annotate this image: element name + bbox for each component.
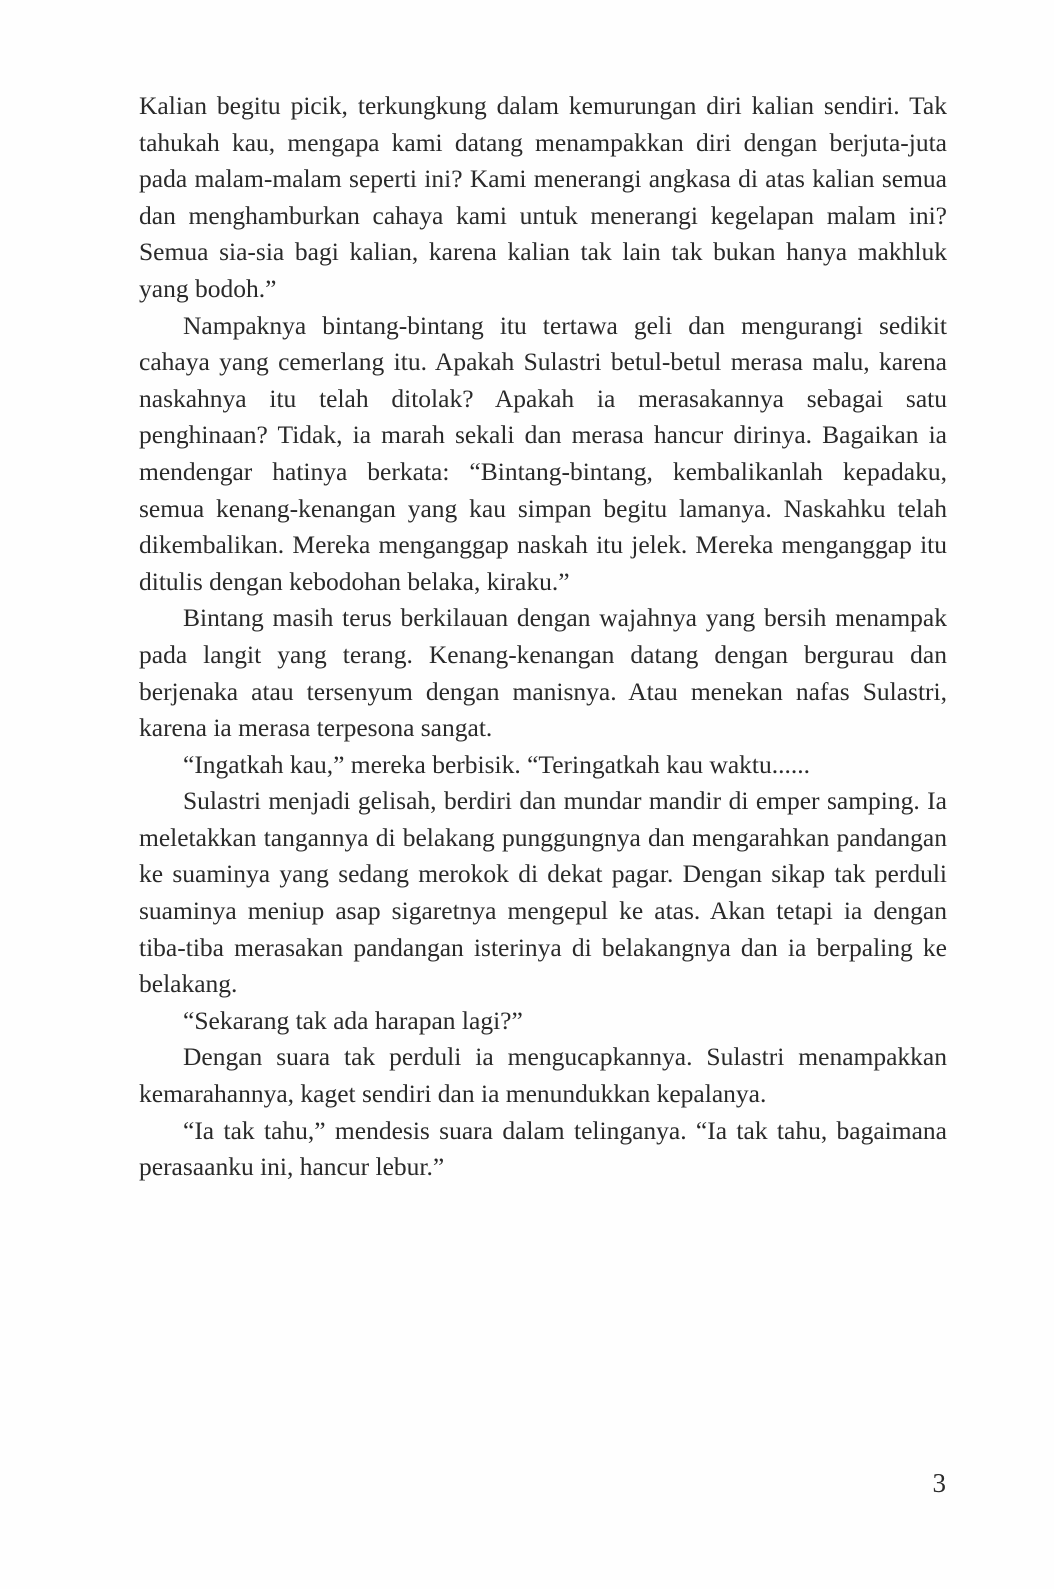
page-number: 3: [932, 1468, 946, 1498]
paragraph-2: Nampaknya bintang-bintang itu tertawa geli dan mengurangi sedikit cahaya yang cemerlang itu. Apakah Sulastri betul-betul merasa malu, karena naskahnya itu telah ditolak? Apakah ia merasakannya sebagai satu penghinaan? Tidak, ia marah sekali dan merasa hancur dirinya. Bagaikan ia mendengar hatinya berkata: “Bintang-bintang, kembalikanlah kepadaku, semua kenang-kenangan yang kau simpan begitu lamanya. Naskahku telah dikembalikan. Mereka menganggap naskah itu jelek. Mereka menganggap itu ditulis dengan kebodohan belaka, kiraku.”: [139, 310, 947, 596]
paragraph-6: “Sekarang tak ada harapan lagi?”: [183, 1005, 523, 1035]
paragraph-7: Dengan suara tak perduli ia mengucapkannya. Sulastri menampakkan kemarahannya, kaget sendiri dan ia menundukkan kepalanya.: [139, 1042, 947, 1109]
paragraph-4: “Ingatkah kau,” mereka berbisik. “Teringatkah kau waktu......: [183, 749, 810, 779]
paragraph-1: Kalian begitu picik, terkungkung dalam kemurungan diri kalian sendiri. Tak tahukah kau, mengapa kami datang menampakkan diri dengan berjuta-juta pada malam-malam seperti ini? Kami menerangi angkasa di atas kalian semua dan menghamburkan cahaya kami untuk menerangi kegelapan malam ini? Semua sia-sia bagi kalian, karena kalian tak lain tak bukan hanya makhluk yang bodoh.”: [139, 91, 947, 303]
paragraph-3: Bintang masih terus berkilauan dengan wajahnya yang bersih menampak pada langit yang terang. Kenang-kenangan datang dengan bergurau dan berjenaka atau tersenyum dengan manisnya. Atau menekan nafas Sulastri, karena ia merasa terpesona sangat.: [139, 603, 947, 743]
paragraph-8: “Ia tak tahu,” mendesis suara dalam telinganya. “Ia tak tahu, bagaimana perasaanku ini, hancur lebur.”: [139, 1115, 947, 1182]
body-text: [139, 88, 947, 1186]
paragraph-5: Sulastri menjadi gelisah, berdiri dan mundar mandir di emper samping. Ia meletakkan tangannya di belakang punggungnya dan mengarahkan pandangan ke suaminya yang sedang merokok di dekat pagar. Dengan sikap tak perduli suaminya meniup asap sigaretnya mengepul ke atas. Akan tetapi ia dengan tiba-tiba merasakan pandangan isterinya di belakangnya dan ia berpaling ke belakang.: [139, 786, 947, 999]
